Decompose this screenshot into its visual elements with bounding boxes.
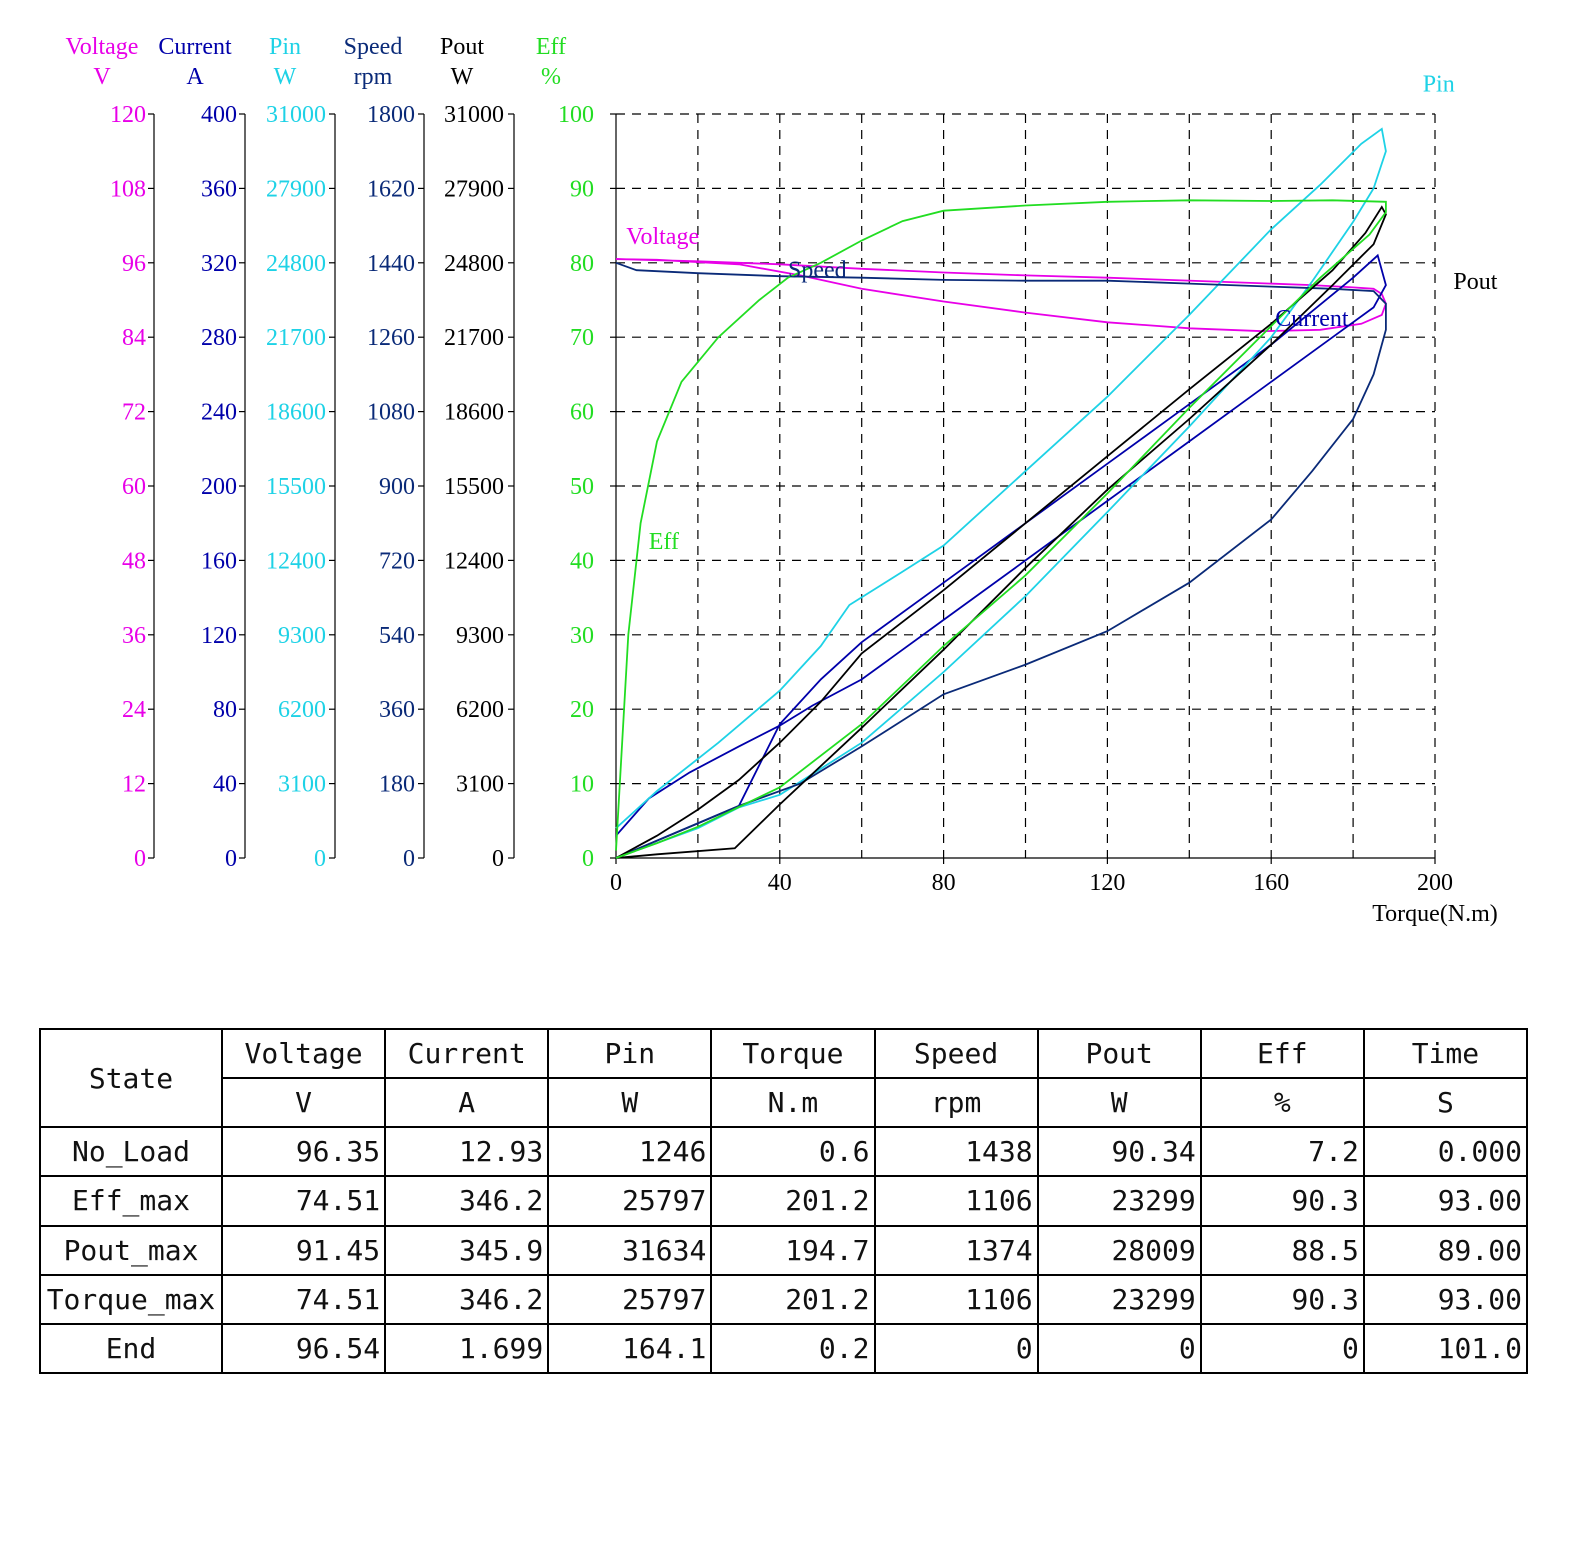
pout-tick-label: 24800	[444, 250, 504, 277]
voltage-tick-label: 120	[110, 102, 146, 128]
pout-tick-label: 21700	[444, 325, 504, 352]
cell-voltage: 96.35	[222, 1127, 385, 1176]
current-tick-label: 0	[225, 846, 237, 872]
voltage-axis-unit: V	[93, 64, 111, 90]
col-header-torque: Torque	[711, 1029, 874, 1078]
table-row	[40, 1226, 1527, 1275]
voltage-axis-title: Voltage	[65, 34, 139, 60]
pout-tick-label: 0	[492, 846, 504, 872]
current-axis-title: Current	[158, 34, 232, 60]
cell-pin: 1246	[548, 1127, 711, 1176]
speed-tick-label: 1440	[367, 250, 415, 277]
cell-eff: 90.3	[1201, 1176, 1364, 1225]
voltage-tick-label: 12	[122, 771, 146, 798]
results-table	[39, 1028, 1528, 1374]
voltage-tick-label: 0	[134, 846, 146, 872]
row-state: Pout_max	[40, 1226, 222, 1275]
current-tick-label: 320	[201, 250, 237, 277]
cell-eff: 88.5	[1201, 1226, 1364, 1275]
cell-time: 101.0	[1364, 1324, 1527, 1373]
col-header-pin: Pin	[548, 1029, 711, 1078]
eff-tick-label: 90	[570, 176, 594, 203]
cell-eff: 0	[1201, 1324, 1364, 1373]
speed-series-label: Speed	[787, 257, 847, 284]
eff-tick-label: 100	[558, 102, 594, 128]
col-header-voltage: Voltage	[222, 1029, 385, 1078]
current-tick-label: 160	[201, 548, 237, 575]
eff-tick-label: 70	[570, 325, 594, 352]
pin-tick-label: 31000	[266, 102, 326, 128]
eff-axis-unit: %	[541, 64, 561, 90]
series-curves	[616, 129, 1386, 858]
voltage-series-label: Voltage	[626, 224, 700, 251]
cell-voltage: 96.54	[222, 1324, 385, 1373]
pout-tick-label: 31000	[444, 102, 504, 128]
col-unit-current: A	[385, 1078, 548, 1127]
current-tick-label: 240	[201, 399, 237, 426]
x-tick-label: 200	[1417, 870, 1453, 896]
voltage-tick-label: 24	[122, 697, 146, 724]
voltage-tick-label: 108	[110, 176, 146, 203]
cell-current: 346.2	[385, 1275, 548, 1324]
pin-tick-label: 6200	[278, 697, 326, 724]
col-unit-pin: W	[548, 1078, 711, 1127]
cell-voltage: 74.51	[222, 1176, 385, 1225]
speed-tick-label: 0	[403, 846, 415, 872]
voltage-tick-label: 60	[122, 474, 146, 500]
cell-pin: 164.1	[548, 1324, 711, 1373]
row-state: Torque_max	[40, 1275, 222, 1324]
eff-tick-label: 80	[570, 250, 594, 277]
speed-tick-label: 1800	[367, 102, 415, 128]
cell-torque: 194.7	[711, 1226, 874, 1275]
speed-axis-title: Speed	[343, 34, 403, 60]
x-axis-label: Torque(N.m)	[1372, 901, 1498, 927]
col-header-speed: Speed	[875, 1029, 1038, 1078]
pin-tick-label: 0	[314, 846, 326, 872]
cell-pout: 0	[1038, 1324, 1201, 1373]
pout-axis-title: Pout	[439, 34, 485, 60]
pout-series-line	[616, 207, 1386, 858]
cell-pin: 25797	[548, 1275, 711, 1324]
cell-time: 89.00	[1364, 1226, 1527, 1275]
cell-current: 345.9	[385, 1226, 548, 1275]
speed-tick-label: 900	[379, 474, 415, 500]
cell-speed: 1438	[875, 1127, 1038, 1176]
cell-time: 0.000	[1364, 1127, 1527, 1176]
voltage-tick-label: 96	[122, 250, 146, 277]
current-tick-label: 280	[201, 325, 237, 352]
col-unit-eff: %	[1201, 1078, 1364, 1127]
pout-series-label: Pout	[1453, 268, 1498, 295]
state-header: State	[40, 1029, 222, 1127]
pout-tick-label: 18600	[444, 399, 504, 426]
cell-pout: 23299	[1038, 1275, 1201, 1324]
speed-tick-label: 180	[379, 771, 415, 798]
pin-tick-label: 27900	[266, 176, 326, 203]
cell-eff: 7.2	[1201, 1127, 1364, 1176]
pin-series-line	[616, 129, 1386, 858]
eff-tick-label: 30	[570, 622, 594, 649]
pin-tick-label: 21700	[266, 325, 326, 352]
current-tick-label: 40	[213, 771, 237, 798]
eff-tick-label: 40	[570, 548, 594, 575]
cell-pin: 31634	[548, 1226, 711, 1275]
cell-pout: 90.34	[1038, 1127, 1201, 1176]
pout-tick-label: 27900	[444, 176, 504, 203]
cell-pin: 25797	[548, 1176, 711, 1225]
voltage-tick-label: 48	[122, 548, 146, 575]
pout-tick-label: 3100	[456, 771, 504, 798]
pin-tick-label: 24800	[266, 250, 326, 277]
row-state: End	[40, 1324, 222, 1373]
eff-axis-title: Eff	[535, 34, 567, 60]
pin-tick-label: 18600	[266, 399, 326, 426]
cell-current: 12.93	[385, 1127, 548, 1176]
pin-tick-label: 15500	[266, 474, 326, 500]
row-state: Eff_max	[40, 1176, 222, 1225]
col-header-eff: Eff	[1201, 1029, 1364, 1078]
table-unit-row	[40, 1078, 1527, 1127]
col-unit-voltage: V	[222, 1078, 385, 1127]
col-unit-speed: rpm	[875, 1078, 1038, 1127]
voltage-tick-label: 72	[122, 399, 146, 426]
cell-eff: 90.3	[1201, 1275, 1364, 1324]
eff-series-line	[616, 200, 1386, 858]
table-row	[40, 1324, 1527, 1373]
eff-series-label: Eff	[648, 529, 679, 556]
col-header-current: Current	[385, 1029, 548, 1078]
x-tick-label: 80	[931, 870, 956, 896]
cell-speed: 1106	[875, 1275, 1038, 1324]
pin-axis-title: Pin	[268, 34, 302, 60]
cell-torque: 201.2	[711, 1176, 874, 1225]
speed-tick-label: 360	[379, 697, 415, 724]
cell-time: 93.00	[1364, 1176, 1527, 1225]
current-axis-unit: A	[186, 64, 204, 90]
current-series-label: Current	[1275, 306, 1349, 333]
pin-axis-unit: W	[273, 64, 297, 90]
eff-tick-label: 50	[570, 474, 594, 500]
pout-tick-label: 9300	[456, 622, 504, 649]
speed-axis-unit: rpm	[353, 64, 393, 90]
col-unit-torque: N.m	[711, 1078, 874, 1127]
series-labels	[626, 72, 1498, 556]
pout-tick-label: 6200	[456, 697, 504, 724]
eff-tick-label: 60	[570, 399, 594, 426]
table-header-row	[40, 1029, 1527, 1078]
speed-tick-label: 720	[379, 548, 415, 575]
cell-speed: 1106	[875, 1176, 1038, 1225]
eff-tick-label: 0	[582, 846, 594, 872]
voltage-tick-label: 84	[122, 325, 146, 352]
table-row	[40, 1176, 1527, 1225]
row-state: No_Load	[40, 1127, 222, 1176]
pin-tick-label: 12400	[266, 548, 326, 575]
current-tick-label: 120	[201, 622, 237, 649]
cell-voltage: 74.51	[222, 1275, 385, 1324]
x-tick-label: 0	[610, 870, 622, 896]
voltage-series-line	[616, 259, 1386, 331]
speed-tick-label: 540	[379, 622, 415, 649]
pout-axis-unit: W	[450, 64, 474, 90]
table-row	[40, 1275, 1527, 1324]
cell-current: 346.2	[385, 1176, 548, 1225]
cell-torque: 201.2	[711, 1275, 874, 1324]
col-header-pout: Pout	[1038, 1029, 1201, 1078]
pin-tick-label: 3100	[278, 771, 326, 798]
current-tick-label: 360	[201, 176, 237, 203]
table-row	[40, 1127, 1527, 1176]
col-unit-time: S	[1364, 1078, 1527, 1127]
pin-series-label: Pin	[1422, 71, 1455, 98]
voltage-tick-label: 36	[122, 622, 146, 649]
x-tick-label: 40	[767, 870, 792, 896]
eff-tick-label: 10	[570, 771, 594, 798]
col-header-time: Time	[1364, 1029, 1527, 1078]
pout-tick-label: 12400	[444, 548, 504, 575]
col-unit-pout: W	[1038, 1078, 1201, 1127]
y-axes	[66, 34, 616, 872]
x-tick-label: 160	[1253, 870, 1290, 896]
cell-time: 93.00	[1364, 1275, 1527, 1324]
cell-pout: 28009	[1038, 1226, 1201, 1275]
speed-tick-label: 1620	[367, 176, 415, 203]
current-tick-label: 80	[213, 697, 237, 724]
cell-voltage: 91.45	[222, 1226, 385, 1275]
cell-speed: 1374	[875, 1226, 1038, 1275]
x-tick-label: 120	[1089, 870, 1126, 896]
cell-pout: 23299	[1038, 1176, 1201, 1225]
pout-tick-label: 15500	[444, 474, 504, 500]
eff-tick-label: 20	[570, 697, 594, 724]
speed-tick-label: 1260	[367, 325, 415, 352]
cell-torque: 0.2	[711, 1324, 874, 1373]
current-tick-label: 400	[201, 102, 237, 128]
current-tick-label: 200	[201, 474, 237, 500]
cell-torque: 0.6	[711, 1127, 874, 1176]
x-axis	[610, 858, 1498, 927]
pin-tick-label: 9300	[278, 622, 326, 649]
speed-tick-label: 1080	[367, 399, 415, 426]
cell-speed: 0	[875, 1324, 1038, 1373]
cell-current: 1.699	[385, 1324, 548, 1373]
